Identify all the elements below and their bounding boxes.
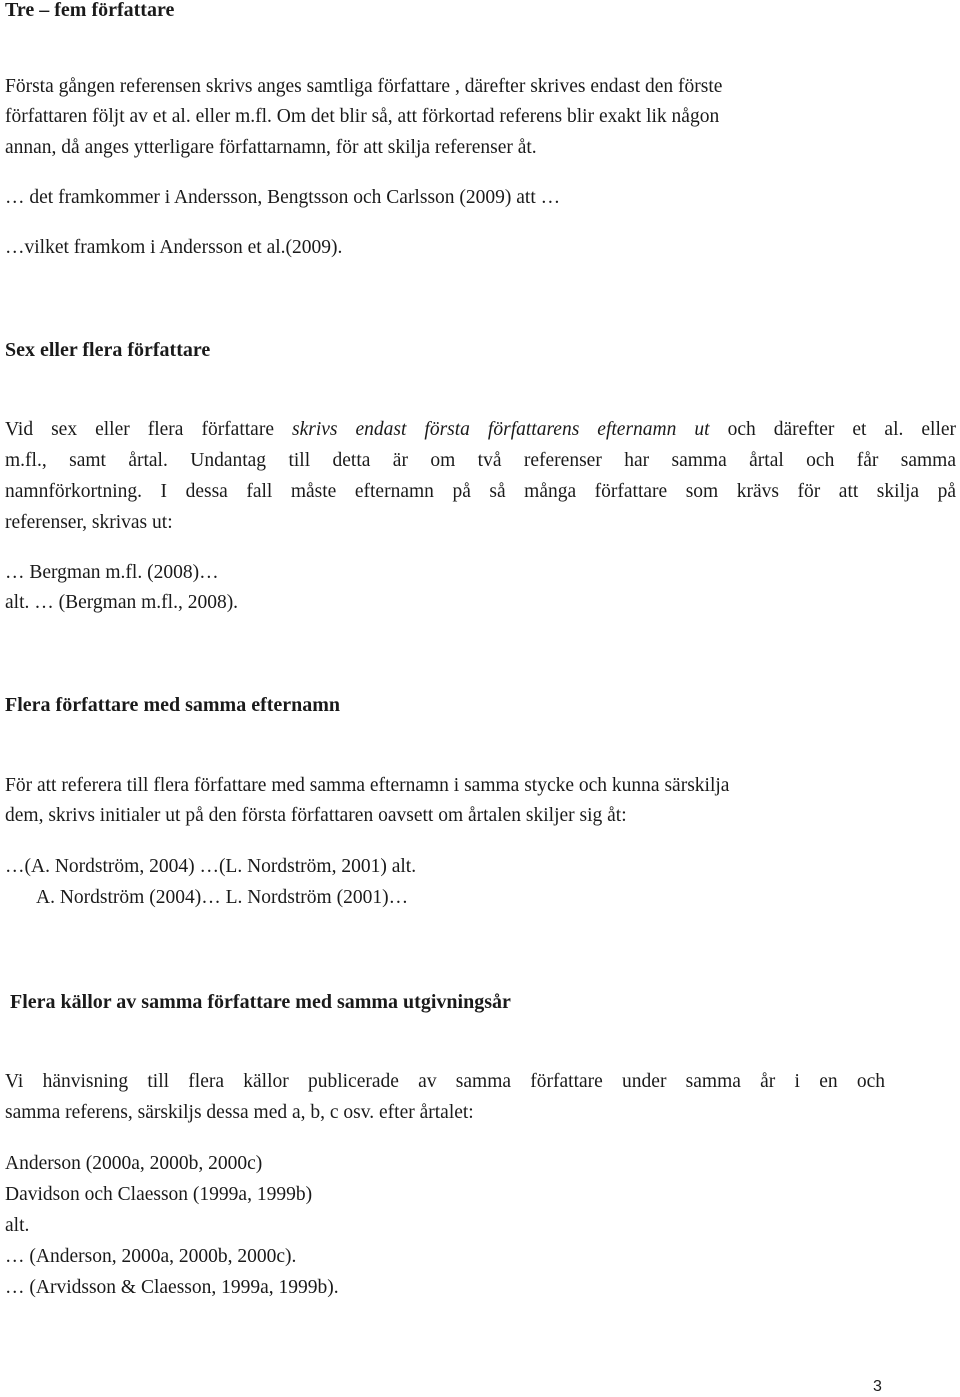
paragraph-line: namnförkortning. I dessa fall måste efternamn på så många författare som krävs för att skilja på xyxy=(5,481,956,502)
example-line: …vilket framkom i Andersson et al.(2009). xyxy=(5,237,343,258)
text-span: och därefter et al. eller xyxy=(727,419,957,440)
paragraph-line: m.fl., samt årtal. Undantag till detta är om två referenser har samma årtal och får samma xyxy=(5,450,956,471)
paragraph-line: För att referera till flera författare med samma efternamn i samma stycke och kunna särskilja xyxy=(5,775,730,796)
example-line: alt. … (Bergman m.fl., 2008). xyxy=(5,592,239,613)
example-line: …(A. Nordström, 2004) …(L. Nordström, 2001) alt. xyxy=(5,856,417,877)
example-line: alt. xyxy=(5,1215,30,1236)
example-line: … (Anderson, 2000a, 2000b, 2000c). xyxy=(5,1246,297,1267)
example-line: … det framkommer i Andersson, Bengtsson och Carlsson (2009) att … xyxy=(5,187,561,208)
heading-three-to-five-authors: Tre – fem författare xyxy=(5,0,175,21)
paragraph-line: samma referens, särskiljs dessa med a, b, c osv. efter årtalet: xyxy=(5,1102,474,1123)
paragraph-line: dem, skrivs initialer ut på den första författaren oavsett om årtalen skiljer sig åt: xyxy=(5,805,627,826)
paragraph-line: författaren följt av et al. eller m.fl. Om det blir så, att förkortad referens blir exakt lik någon xyxy=(5,106,720,127)
page-number: 3 xyxy=(873,1378,882,1395)
heading-six-or-more-authors: Sex eller flera författare xyxy=(5,339,211,361)
example-line: A. Nordström (2004)… L. Nordström (2001)… xyxy=(36,887,409,908)
emphasis-span: skrivs endast första författarens efternamn ut xyxy=(292,419,710,440)
paragraph-line xyxy=(5,418,956,442)
paragraph-line: Första gången referensen skrivs anges samtliga författare , därefter skrives endast den förste xyxy=(5,76,723,97)
paragraph-line: Vi hänvisning till flera källor publicerade av samma författare under samma år i en och xyxy=(5,1071,885,1092)
paragraph-line: annan, då anges ytterligare författarnamn, för att skilja referenser åt. xyxy=(5,137,537,158)
heading-same-surname: Flera författare med samma efternamn xyxy=(5,694,341,716)
heading-same-author-same-year: Flera källor av samma författare med samma utgivningsår xyxy=(10,991,511,1013)
example-line: … Bergman m.fl. (2008)… xyxy=(5,562,219,583)
example-line: Anderson (2000a, 2000b, 2000c) xyxy=(5,1153,263,1174)
paragraph-line: referenser, skrivas ut: xyxy=(5,512,173,533)
example-line: … (Arvidsson & Claesson, 1999a, 1999b). xyxy=(5,1277,339,1298)
text-span: Vid sex eller flera författare xyxy=(5,419,274,440)
example-line: Davidson och Claesson (1999a, 1999b) xyxy=(5,1184,313,1205)
